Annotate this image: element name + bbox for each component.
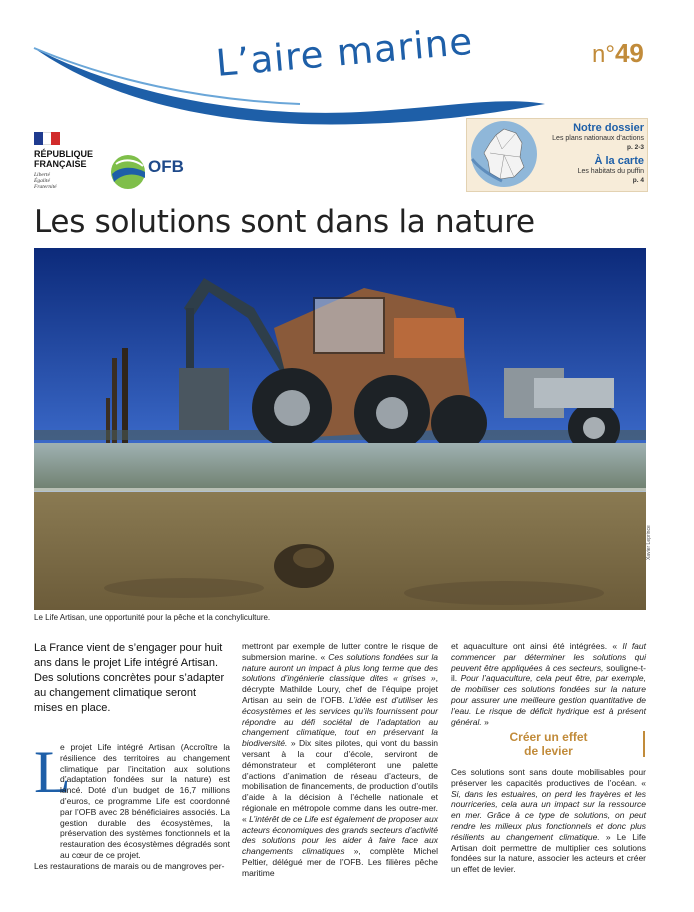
col2-text-g: », complète Michel Peltier, délégué mer de l’OFB. Les filières pêche maritime [242,846,438,878]
subheading-rule [643,731,645,757]
article-column-3-continued [451,767,646,875]
col2-paragraph [242,641,438,879]
col2-quote-3: L’intérêt de ce Life est également de proposer aux acteurs économiques des grands secteurs d’activité des solutions pour les aider à faire face aux changements climatiques [242,813,438,857]
col3b-text-c: » Le Life Artisan doit permettre de multiplier ces solutions fondées sur la nature, associer les acteurs et créer un effet de levier. [451,831,646,875]
article-photo [34,248,646,610]
article-column-1 [34,739,230,872]
rf-line1: RÉPUBLIQUE [34,149,94,159]
france-map-icon [470,119,542,189]
french-flag-icon [34,132,60,145]
issue-prefix: n° [592,41,615,68]
col3b-paragraph [451,767,646,875]
col2-text-c: , décrypte Mathilde Loury, chef de l’équipe projet Artisan au sein de l’OFB. [242,673,438,705]
drop-cap: L [34,739,71,805]
issue-number [592,38,644,69]
toc-dossier-text: Les plans nationaux d’actions [552,135,644,142]
article-column-2 [242,641,438,879]
subheading-line-2: de levier [524,744,573,758]
article-column-3 [451,641,646,727]
col3b-quote: Si, dans les estuaires, on perd les frayères et les nourriceries, cela aura un impact sur la ressource en mer. Grâce à ce type de solutions, on peut rendre les milieux plus fonctionnels et donc plus résilients au changement climatique. [451,788,646,842]
toc-carte-heading[interactable]: À la carte [594,155,644,167]
col3-text-c: souligne-t-il. [451,662,646,684]
issue-value: 49 [614,38,644,68]
rf-motto2: Égalité [34,178,50,184]
republique-francaise-logo [34,132,104,190]
rf-motto3: Fraternité [34,184,57,190]
photo-caption: Le Life Artisan, une opportunité pour la pêche et la conchyliculture. [34,613,271,622]
col2-quote-1: Ces solutions fondées sur la nature auront un impact à plus long terme que des solutions d’ingénierie classique dites « grises » [242,651,439,684]
article-subheading [451,730,646,758]
rf-line2: FRANÇAISE [34,159,87,169]
masthead-title: L’aire marine [214,19,475,86]
col2-quote-2: L’idée est d’utiliser les écosystèmes et les services qu’ils fournissent pour répondre au défi sociétal de l’adaptation au changement climatique, tout en préservant la biodiversité. [242,694,438,749]
toc-carte-text: Les habitats du puffin [577,168,644,175]
col3b-text-a: Ces solutions sont sans doute mobilisables pour préserver les capacités productives de l’océan. « [451,767,646,788]
article-headline: Les solutions sont dans la nature [34,204,535,240]
rf-motto [34,172,104,190]
col3-quote-1: Il faut commencer par déterminer les solutions qui peuvent être appliquées à ces secteurs, [451,641,646,673]
col3-quote-2: Pour l’aquaculture, cela peut être, par exemple, de mobiliser ces solutions fondées sur la nature pour assurer une meilleure gestion quantitative de l’eau. Le risque de déficit hydrique est à présent général. [451,673,647,727]
article-intro: La France vient de s’engager pour huit ans dans le projet Life intégré Artisan. Des solutions concrètes pour s’adapter au changement climatique seront mises en place. [34,642,225,714]
col3-text-e: » [481,716,489,727]
col1-paragraph-2: Les restaurations de marais ou de mangroves per- [34,860,225,871]
toc-dossier-heading[interactable]: Notre dossier [573,122,644,134]
col3-text-a: et aquaculture ont ainsi été intégrées. « [451,641,623,651]
col3-paragraph [451,641,646,727]
col2-text-a: mettront par exemple de lutter contre le risque de submersion marine. « [242,641,438,662]
col2-text-e: » Dix sites pilotes, qui vont du bassin versant à la cour d’école, serviront de démonstrateur et compléteront une palette d’actions d’animation de réseau d’acteurs, de mobilisation de financements, de production d’outils d’aide à la décision à l’échelle nationale et régionale en métropole comme dans les outre-mer. « [242,738,438,824]
col1-paragraph-1: e projet Life intégré Artisan (Accroître la résilience des territoires au changement climatique par l’incitation aux solutions d’adaptation fondées sur la nature) est lancé. Doté d’un budget de 16,7 millions d’euros, ce programme Life est coordonné par l’OFB avec 28 bénéficiaires associés. La gestion durable des écosystèmes, la préservation des systèmes fonctionnels et la restauration des écosystèmes dégradés sont au cœur de ce projet. [60,742,230,860]
photo-credit: Xavier Leprince [646,525,652,560]
ofb-wordmark: OFB [148,157,184,176]
toc-carte-page: p. 4 [632,177,644,184]
toc-dossier-page: p. 2-3 [627,144,644,151]
rf-motto1: Liberté [34,172,50,178]
subheading-line-1: Créer un effet [509,730,588,744]
